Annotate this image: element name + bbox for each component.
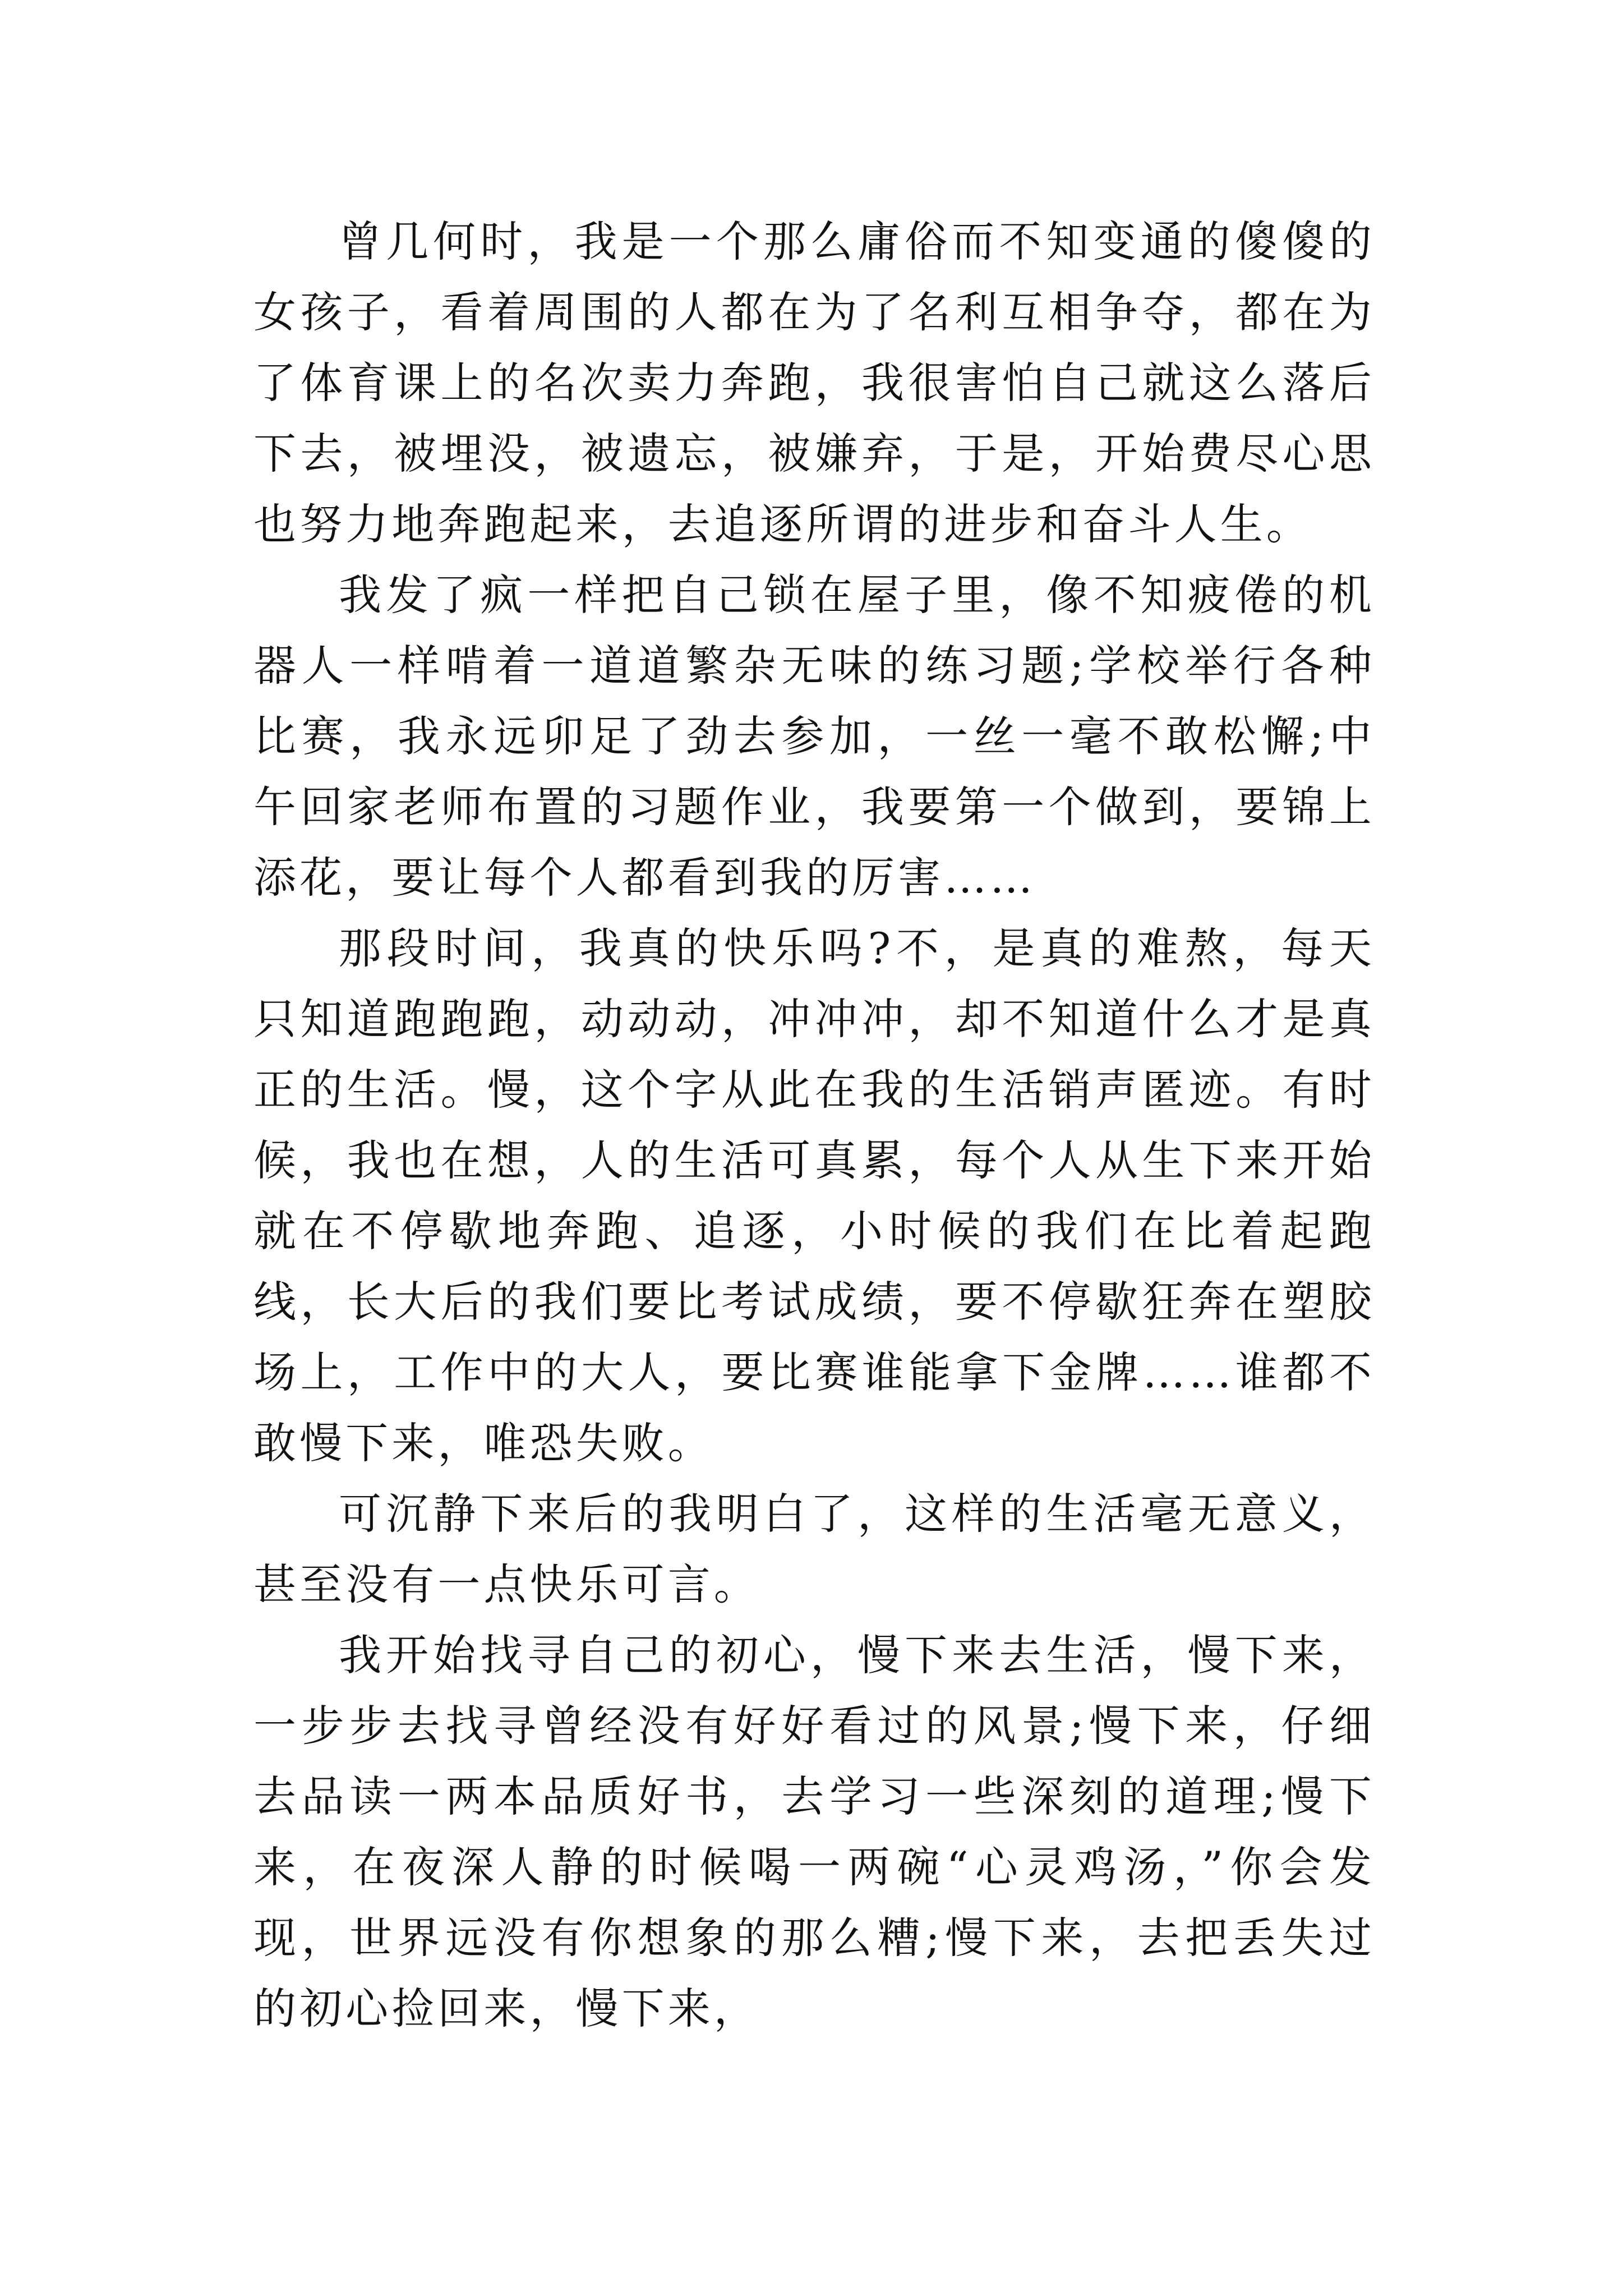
paragraph-2: 我发了疯一样把自己锁在屋子里，像不知疲倦的机器人一样啃着一道道繁杂无味的练习题;学校举行各种比赛，我永远卯足了劲去参加，一丝一毫不敢松懈;中午回家老师布置的习题作业，我要第一个做到，要锦上添花，要让每个人都看到我的厉害…… <box>253 570 1375 903</box>
paragraph-3: 那段时间，我真的快乐吗?不，是真的难熬，每天只知道跑跑跑，动动动，冲冲冲，却不知道什么才是真正的生活。慢，这个字从此在我的生活销声匿迹。有时候，我也在想，人的生活可真累，每个人从生下来开始就在不停歇地奔跑、追逐，小时候的我们在比着起跑线，长大后的我们要比考试成绩，要不停歇狂奔在塑胶场上，工作中的大人，要比赛谁能拿下金牌……谁都不敢慢下来，唯恐失败。 <box>253 923 1375 1468</box>
paragraph-5: 我开始找寻自己的初心，慢下来去生活，慢下来，一步步去找寻曾经没有好好看过的风景;慢下来，仔细去品读一两本品质好书，去学习一些深刻的道理;慢下来，在夜深人静的时候喝一两碗“心灵鸡汤，”你会发现，世界远没有你想象的那么糟;慢下来，去把丢失过的初心捡回来，慢下来， <box>253 1630 1375 2033</box>
paragraph-1: 曾几何时，我是一个那么庸俗而不知变通的傻傻的女孩子，看着周围的人都在为了名利互相争夺，都在为了体育课上的名次卖力奔跑，我很害怕自己就这么落后下去，被埋没，被遗忘，被嫌弃，于是，开始费尽心思也努力地奔跑起来，去追逐所谓的进步和奋斗人生。 <box>253 217 1375 549</box>
essay-body <box>253 206 1375 2044</box>
paragraph-4: 可沉静下来后的我明白了，这样的生活毫无意义，甚至没有一点快乐可言。 <box>253 1489 1375 1609</box>
